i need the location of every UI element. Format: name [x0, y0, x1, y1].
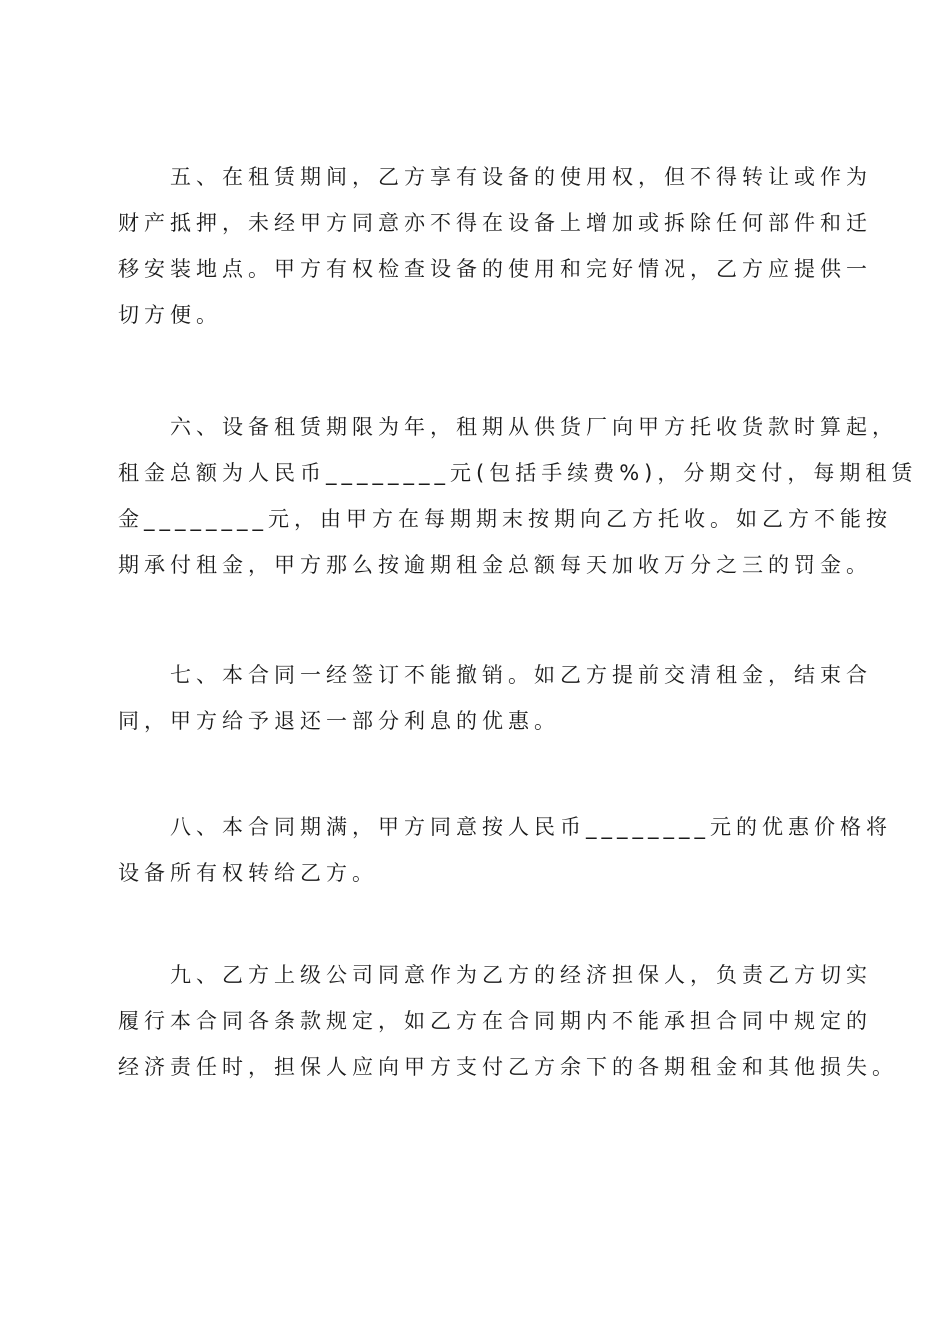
- clause-5-line-1: 五、在租赁期间，乙方享有设备的使用权，但不得转让或作为: [170, 165, 872, 189]
- clause-5-line-3: 移安装地点。甲方有权检查设备的使用和完好情况，乙方应提供一: [118, 257, 872, 281]
- clause-8-paragraph: [118, 804, 892, 896]
- clause-6-line-2: 租金总额为人民币________元(包括手续费%)，分期交付，每期租赁: [118, 461, 918, 485]
- clause-9-line-1: 九、乙方上级公司同意作为乙方的经济担保人，负责乙方切实: [170, 963, 872, 987]
- clause-9-line-2: 履行本合同各条款规定，如乙方在合同期内不能承担合同中规定的: [118, 1009, 872, 1033]
- clause-6-line-1: 六、设备租赁期限为年，租期从供货厂向甲方托收货款时算起，: [170, 415, 898, 439]
- clause-8-line-2: 设备所有权转给乙方。: [118, 861, 378, 885]
- clause-8-line-1: 八、本合同期满，甲方同意按人民币________元的优惠价格将: [170, 815, 892, 839]
- clause-6-paragraph: [118, 404, 918, 588]
- clause-6-line-3: 金________元，由甲方在每期期末按期向乙方托收。如乙方不能按: [118, 507, 892, 531]
- clause-5-line-2: 财产抵押，未经甲方同意亦不得在设备上增加或拆除任何部件和迁: [118, 211, 872, 235]
- clause-9-line-3: 经济责任时，担保人应向甲方支付乙方余下的各期租金和其他损失。: [118, 1055, 898, 1079]
- clause-7-paragraph: [118, 652, 872, 744]
- clause-5-line-4: 切方便。: [118, 303, 222, 327]
- clause-7-line-2: 同，甲方给予退还一部分利息的优惠。: [118, 709, 560, 733]
- clause-6-line-4: 期承付租金，甲方那么按逾期租金总额每天加收万分之三的罚金。: [118, 553, 872, 577]
- clause-5-paragraph: [118, 154, 872, 338]
- clause-9-paragraph: [118, 952, 898, 1090]
- clause-7-line-1: 七、本合同一经签订不能撤销。如乙方提前交清租金，结束合: [170, 663, 872, 687]
